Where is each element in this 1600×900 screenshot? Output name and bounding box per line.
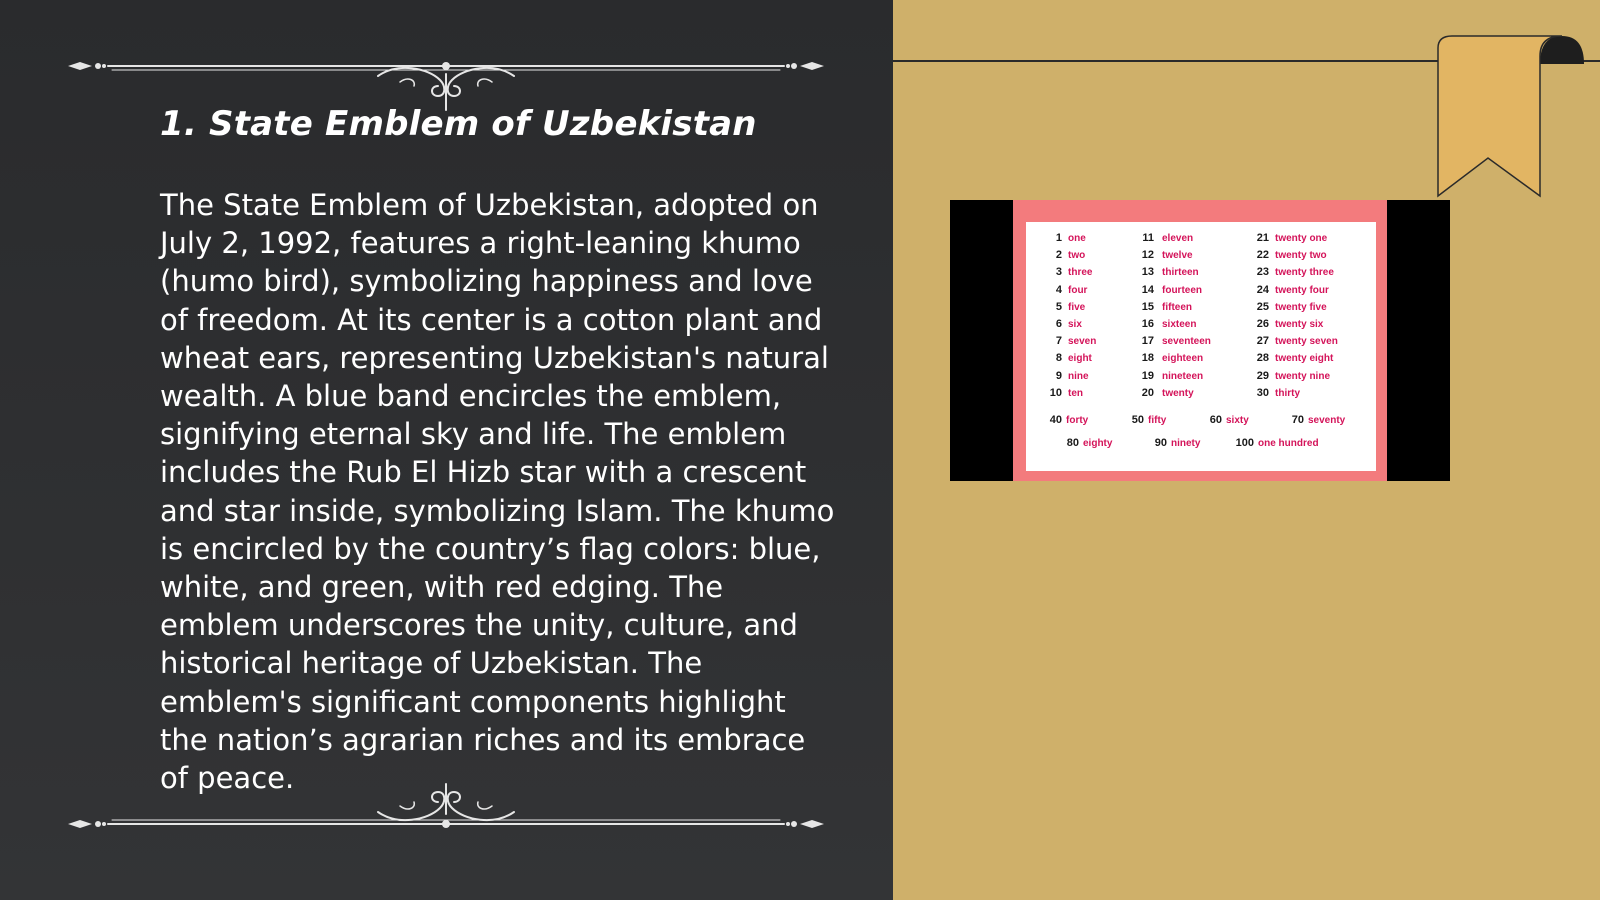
number-chart-word: sixteen: [1162, 319, 1197, 330]
bookmark-ribbon-icon: [1434, 34, 1584, 200]
number-chart-word: one hundred: [1258, 438, 1319, 449]
number-chart-word: three: [1068, 267, 1093, 279]
number-chart-word: sixty: [1226, 415, 1249, 426]
number-chart-word: eight: [1068, 353, 1092, 365]
number-chart-word: forty: [1066, 415, 1089, 426]
number-chart-number: 6: [1055, 318, 1062, 330]
number-chart-number: 23: [1256, 266, 1269, 279]
number-chart-number: 16: [1141, 318, 1154, 330]
number-chart-number: 50: [1131, 414, 1144, 426]
number-chart-word: one: [1068, 233, 1086, 244]
number-chart-number: 20: [1141, 386, 1154, 399]
number-chart-number: 17: [1141, 335, 1154, 348]
number-chart-word: twenty one: [1275, 233, 1328, 244]
number-chart-word: thirty: [1275, 387, 1300, 399]
number-chart-number: 100: [1235, 437, 1254, 449]
number-chart-number: 4: [1055, 283, 1062, 296]
number-chart-number: 10: [1049, 386, 1062, 399]
number-chart-number: 13: [1141, 266, 1154, 279]
number-chart-word: four: [1068, 284, 1088, 296]
number-chart-number: 26: [1256, 318, 1269, 330]
number-chart-word: five: [1068, 301, 1086, 313]
number-chart-word: twenty eight: [1275, 353, 1334, 365]
number-chart-number: 28: [1256, 352, 1269, 365]
number-chart-number: 14: [1141, 283, 1154, 296]
number-chart-number: 11: [1142, 232, 1154, 244]
number-chart-word: twenty six: [1275, 319, 1324, 330]
number-chart-number: 70: [1291, 414, 1304, 426]
number-chart-number: 9: [1055, 369, 1062, 382]
number-chart-word: ten: [1068, 387, 1083, 399]
number-chart-number: 19: [1141, 369, 1154, 382]
number-chart-word: eighty: [1083, 438, 1113, 449]
bottom-ornament-icon: [68, 782, 824, 830]
number-chart-word: nine: [1068, 370, 1089, 382]
number-chart-number: 29: [1256, 369, 1269, 382]
number-chart-number: 25: [1256, 300, 1269, 313]
number-chart-number: 24: [1256, 283, 1269, 296]
number-chart-word: twenty nine: [1275, 370, 1331, 382]
number-chart-word: twenty two: [1275, 250, 1327, 262]
number-chart-word: fourteen: [1162, 284, 1202, 296]
number-chart-word: twenty seven: [1275, 336, 1338, 348]
number-chart-word: twenty three: [1275, 267, 1334, 279]
number-chart-word: seventeen: [1162, 336, 1211, 348]
number-chart-number: 40: [1049, 414, 1062, 426]
number-chart-word: twenty four: [1275, 284, 1329, 296]
number-chart-number: 27: [1256, 335, 1269, 348]
number-chart-word: two: [1068, 250, 1086, 262]
number-chart-word: six: [1068, 319, 1082, 330]
number-chart-word: fifteen: [1162, 301, 1192, 313]
number-chart-border: [1013, 200, 1387, 481]
number-chart-number: 18: [1141, 352, 1154, 365]
number-chart-number: 90: [1154, 437, 1167, 449]
number-chart-word: nineteen: [1162, 370, 1204, 382]
number-chart-number: 2: [1055, 249, 1062, 262]
number-chart-number: 5: [1055, 300, 1062, 313]
number-chart-word: fifty: [1148, 415, 1167, 426]
number-chart-image: [950, 200, 1450, 481]
number-chart-number: 60: [1209, 414, 1222, 426]
number-chart-word: thirteen: [1162, 267, 1199, 279]
number-chart-number: 3: [1055, 266, 1062, 279]
number-chart-word: eleven: [1162, 233, 1194, 244]
number-chart-number: 1: [1055, 232, 1062, 244]
number-chart-number: 8: [1055, 352, 1062, 365]
number-chart-word: seven: [1068, 336, 1097, 348]
number-chart-number: 22: [1256, 249, 1269, 262]
number-chart-word: eighteen: [1162, 353, 1204, 365]
number-chart-number: 30: [1256, 386, 1269, 399]
number-chart-word: twenty five: [1275, 301, 1327, 313]
number-chart-number: 7: [1055, 335, 1062, 348]
number-chart-card: [1026, 222, 1376, 471]
number-chart-number: 80: [1066, 437, 1079, 449]
number-chart-word: seventy: [1308, 415, 1346, 426]
number-chart-number: 12: [1141, 249, 1154, 262]
number-chart-word: twelve: [1162, 250, 1193, 262]
number-chart-word: ninety: [1171, 438, 1201, 449]
number-chart-word: twenty: [1162, 387, 1194, 399]
number-chart-number: 21: [1256, 232, 1269, 244]
slide-body-text: The State Emblem of Uzbekistan, adopted on July 2, 1992, features a right-leaning khumo (humo bird), symbolizing happiness and love of freedom. At its center is a cotton plant and wheat ears, representing Uzbekistan's natural wealth. A blue band encircles the emblem, signifying eternal sky and life. The emblem includes the Rub El Hizb star with a crescent and star inside, symbolizing Islam. The khumo is encircled by the country’s flag colors: blue, white, and green, with red edging. The emblem underscores the unity, culture, and historical heritage of Uzbekistan. The emblem's significant components highlight the nation’s agrarian riches and its embrace of peace.: [160, 188, 835, 796]
number-chart-number: 15: [1141, 300, 1154, 313]
slide-title: 1. State Emblem of Uzbekistan: [160, 104, 757, 144]
